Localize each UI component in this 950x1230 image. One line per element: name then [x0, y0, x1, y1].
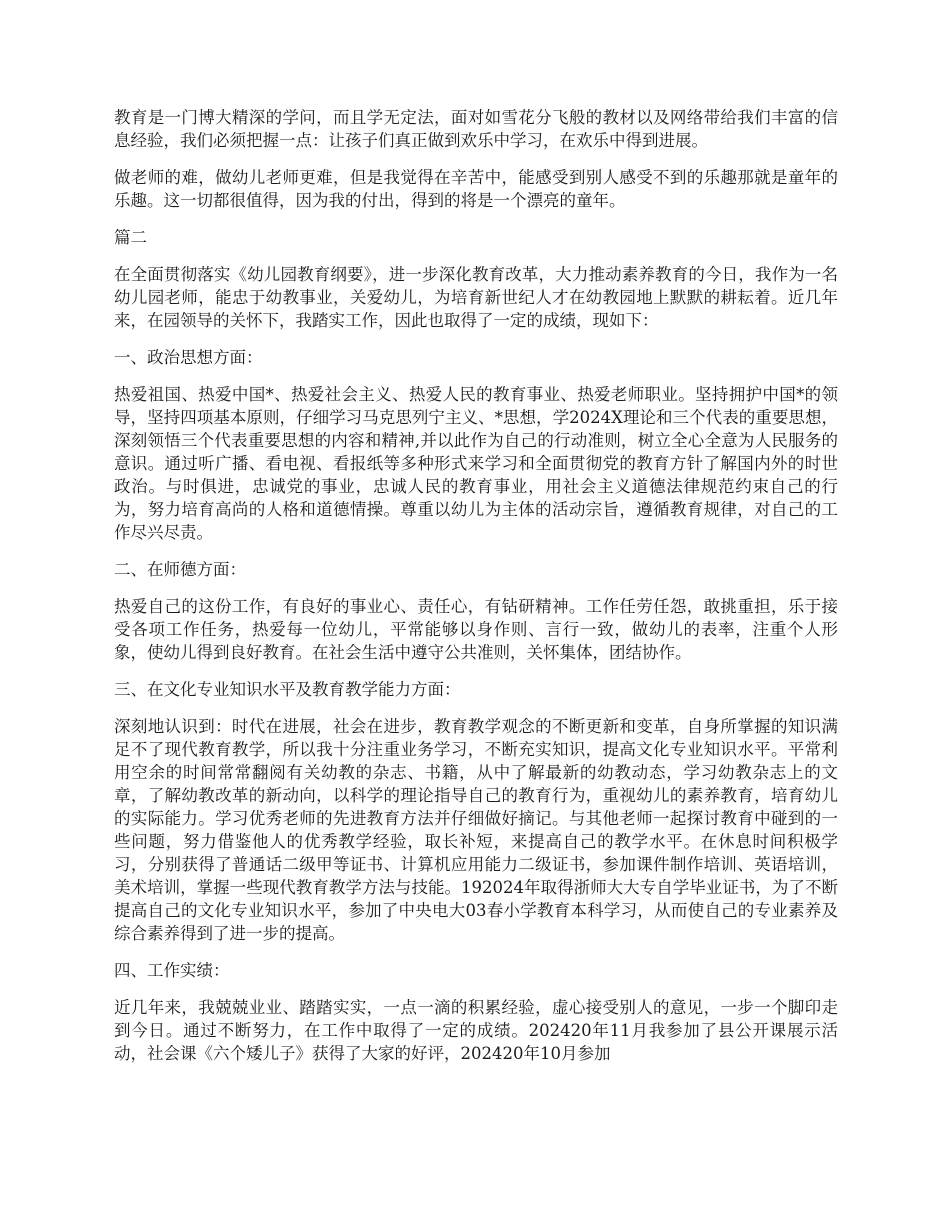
- paragraph: 热爱自己的这份工作，有良好的事业心、责任心，有钻研精神。工作任劳任怨，敢挑重担，乐于接受各项工作任务，热爱每一位幼儿，平常能够以身作则、言行一致，做幼儿的表率，注重个人形象，使幼儿得到良好教育。在社会生活中遵守公共准则，关怀集体，团结协作。: [114, 597, 838, 662]
- section-heading: 一、政治思想方面：: [114, 348, 263, 367]
- paragraph: 近几年来，我兢兢业业、踏踏实实，一点一滴的积累经验，虚心接受别人的意见，一步一个脚印走到今日。通过不断努力，在工作中取得了一定的成绩。202420年11月我参加了县公开课展示活动，社会课《六个矮儿子》获得了大家的好评，202420年10月参加: [114, 998, 838, 1063]
- paragraph: 深刻地认识到：时代在进展，社会在进步，教育教学观念的不断更新和变革，自身所掌握的知识满足不了现代教育教学，所以我十分注重业务学习，不断充实知识，提高文化专业知识水平。平常利用空余的时间常常翻阅有关幼教的杂志、书籍，从中了解最新的幼教动态，学习幼教杂志上的文章，了解幼教改革的新动向，以科学的理论指导自己的教育行为，重视幼儿的素养教育，培育幼儿的实际能力。学习优秀老师的先进教育方法并仔细做好摘记。与其他老师一起探讨教育中碰到的一些问题，努力借鉴他人的优秀教学经验，取长补短，来提高自己的教学水平。在休息时间积极学习，分别获得了普通话二级甲等证书、计算机应用能力二级证书，参加课件制作培训、英语培训，美术培训，掌握一些现代教育教学方法与技能。192024年取得浙师大大专自学毕业证书，为了不断提高自己的文化专业知识水平，参加了中央电大03春小学教育本科学习，从而使自己的专业素养及综合素养得到了进一步的提高。: [114, 717, 838, 943]
- paragraph: 在全面贯彻落实《幼儿园教育纲要》，进一步深化教育改革，大力推动素养教育的今日，我作为一名幼儿园老师，能忠于幼教事业，关爱幼儿，为培育新世纪人才在幼教园地上默默的耕耘着。近几年来，在园领导的关怀下，我踏实工作，因此也取得了一定的成绩，现如下：: [114, 265, 838, 330]
- paragraph: 热爱祖国、热爱中国*、热爱社会主义、热爱人民的教育事业、热爱老师职业。坚持拥护中国*的领导，坚持四项基本原则，仔细学习马克思列宁主义、*思想，学2024X理论和三个代表的重要思想，深刻领悟三个代表重要思想的内容和精神,并以此作为自己的行动准则，树立全心全意为人民服务的意识。通过听广播、看电视、看报纸等多种形式来学习和全面贯彻党的教育方针了解国内外的时世政治。与时俱进，忠诚党的事业，忠诚人民的教育事业，用社会主义道德法律规范约束自己的行为，努力培育高尚的人格和道德情操。尊重以幼儿为主体的活动宗旨，遵循教育规律，对自己的工作尽兴尽责。: [114, 385, 838, 542]
- section-heading: 四、工作实绩：: [114, 961, 230, 980]
- section-heading: 篇二: [114, 228, 147, 247]
- paragraph: 做老师的难，做幼儿老师更难，但是我觉得在辛苦中，能感受到别人感受不到的乐趣那就是童年的乐趣。这一切都很值得，因为我的付出，得到的将是一个漂亮的童年。: [114, 168, 838, 210]
- document-body: [114, 106, 838, 1079]
- section-heading: 三、在文化专业知识水平及教育教学能力方面：: [114, 680, 461, 699]
- paragraph: 教育是一门博大精深的学问，而且学无定法，面对如雪花分飞般的教材以及网络带给我们丰富的信息经验，我们必须把握一点：让孩子们真正做到欢乐中学习，在欢乐中得到进展。: [114, 108, 838, 150]
- section-heading: 二、在师德方面：: [114, 560, 246, 579]
